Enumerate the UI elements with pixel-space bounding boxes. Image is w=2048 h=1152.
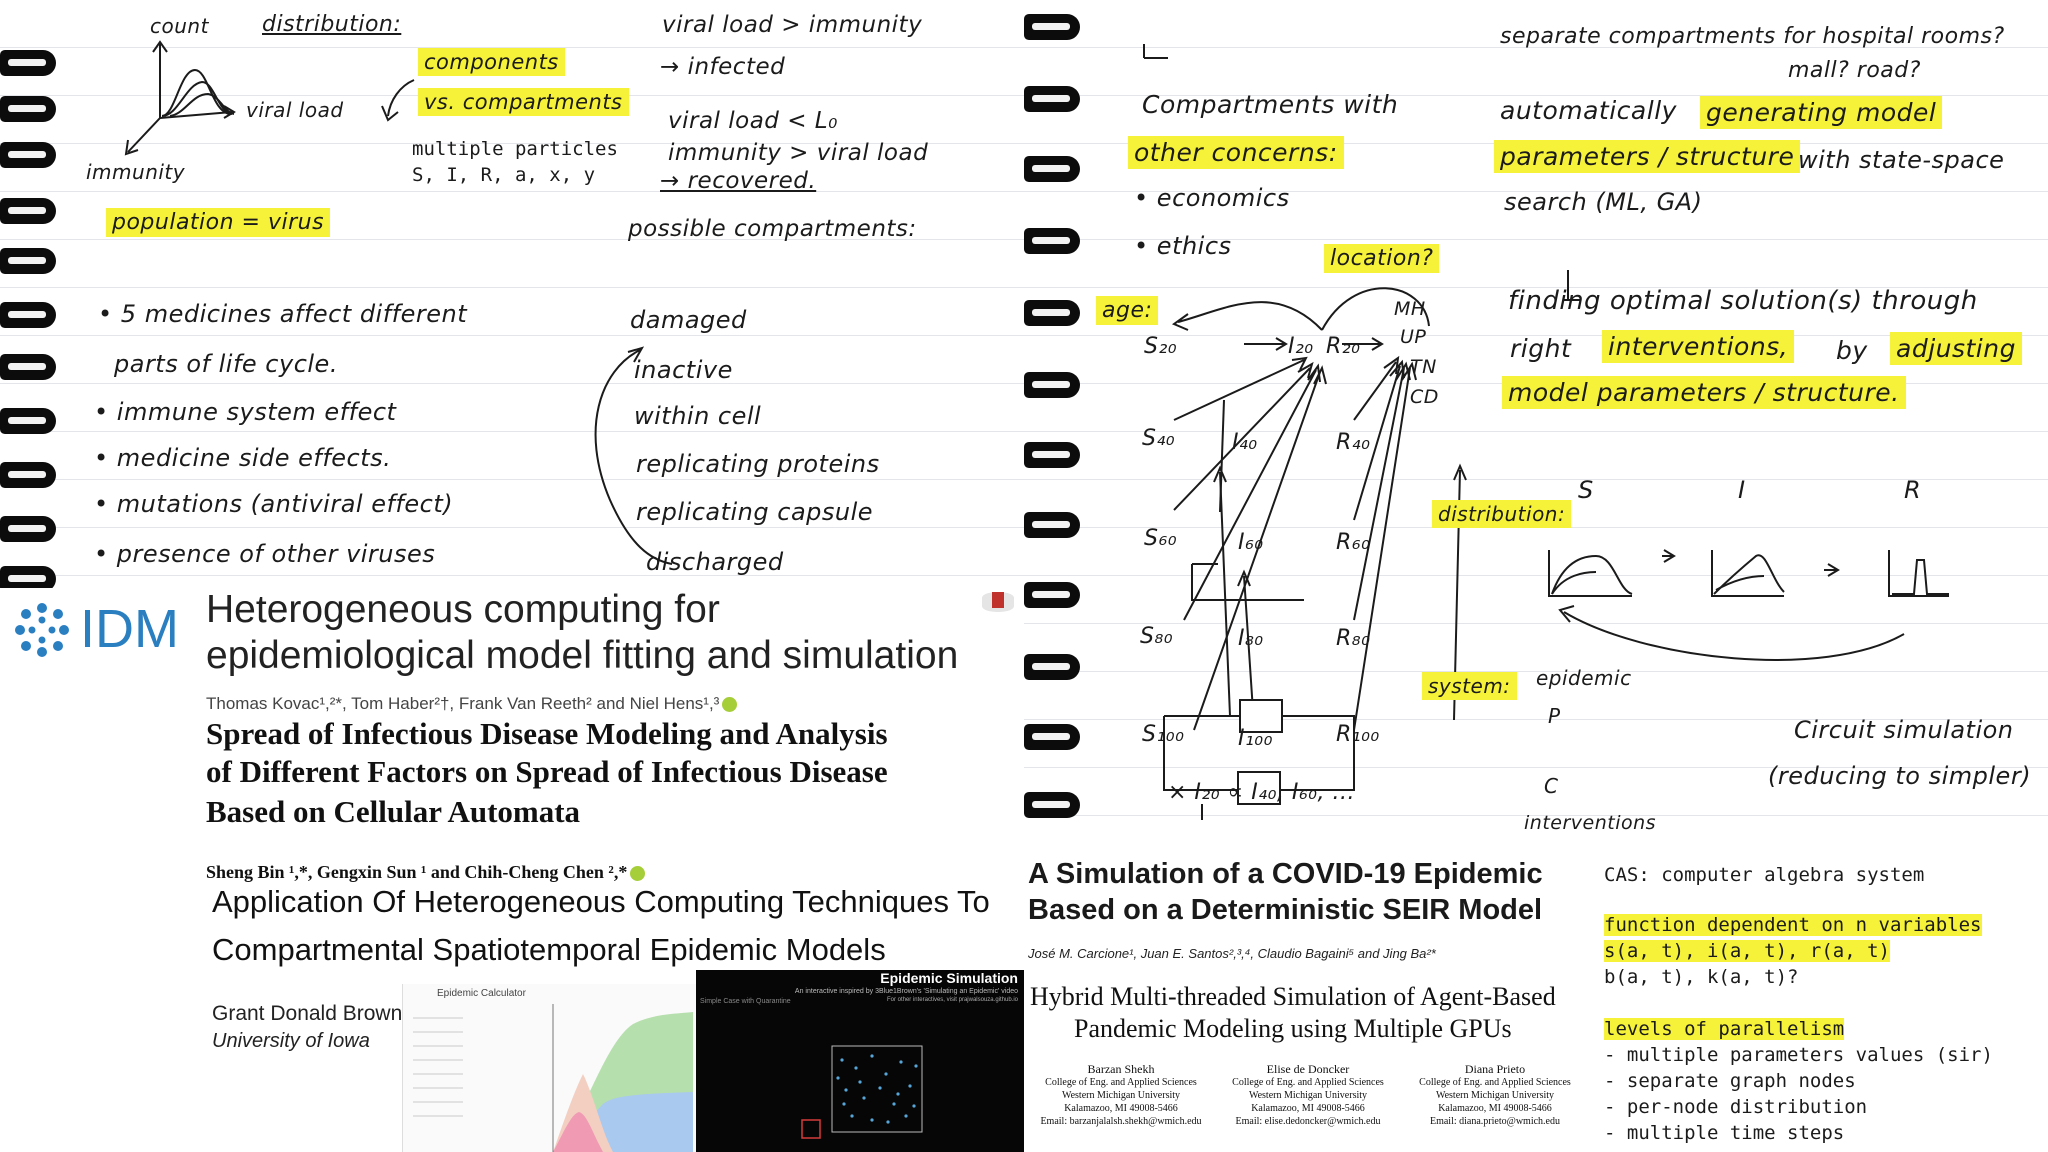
infected-text: → infected [660,54,786,80]
level-item: - multiple time steps [1604,1122,1845,1144]
level-item: - multiple parameters values (sir) [1604,1044,1993,1066]
viral-gt-immunity: viral load > immunity [662,12,923,38]
epidemic-simulation-thumbnail [696,970,1024,1152]
by-text: by [1836,336,1868,365]
level-item: - per-node distribution [1604,1096,1868,1118]
app-title-line2: Compartmental Spatiotemporal Epidemic Models [212,932,886,967]
components-label: components [418,48,565,76]
block-c: C [1544,774,1559,798]
compartment-item: replicating capsule [636,498,874,526]
compartment-item: discharged [646,548,784,576]
immunity-gt-viral: immunity > viral load [668,140,929,166]
grid-r-label: R₁₀₀ [1336,722,1380,747]
multiple-particles: multiple particles [412,138,618,160]
orcid-icon [630,866,645,881]
search-text: search (ML, GA) [1504,188,1703,216]
epidemic-calculator-thumbnail [402,984,696,1152]
notes-top-left [0,0,1024,588]
orcid-icon [722,697,737,712]
idm-logo-icon [12,600,72,660]
pdf-badge-icon [978,588,1018,616]
bullet-item: • mutations (antiviral effect) [94,490,454,518]
grid-r-label: R₆₀ [1336,530,1371,555]
circuit-simulation-text: Circuit simulation [1794,716,2014,744]
sim-title: Epidemic Simulation [880,970,1018,986]
grid-i-label: I₄₀ [1232,430,1258,455]
hybrid-author-col: Barzan Shekh College of Eng. and Applied Sciences Western Michigan University Kalamazoo, MI 49008-5466 Email: barzanjalalsh.shekh@wmich.edu [1040,1062,1202,1127]
axis-immunity-label: immunity [86,160,186,184]
hybrid-title: Hybrid Multi-threaded Simulation of Agent-Based [1030,982,1556,1011]
hybrid-author-col: Elise de Doncker College of Eng. and Applied Sciences Western Michigan University Kalamazoo, MI 49008-5466 Email: elise.dedoncker@wmich.edu [1232,1062,1384,1127]
generating-model-label: generating model [1700,96,1942,129]
app-author: Grant Donald Brown [212,1002,403,1025]
interventions-label: interventions, [1602,330,1794,363]
bullet-item: • 5 medicines affect different [98,300,468,328]
covid-title: A Simulation of a COVID-19 Epidemic [1028,858,1543,890]
notes-bottom-right [1590,852,2048,1152]
particles-list: S, I, R, a, x, y [412,164,596,186]
funcs-line: s(a, t), i(a, t), r(a, t) [1604,940,1890,962]
reducing-text: (reducing to simpler) [1768,762,2032,790]
sim-caption: Simple Case with Quarantine [700,998,791,1005]
location-label: location? [1324,244,1439,273]
grid-s-label: S₂₀ [1144,334,1178,359]
ethics-bullet: • ethics [1134,232,1232,260]
spread-title-line3: Based on Cellular Automata [206,794,581,829]
possible-compartments-heading: possible compartments: [628,216,917,242]
other-concerns-label: other concerns: [1128,136,1344,169]
parameters-structure-label: parameters / structure [1494,140,1800,173]
hetero-title: Heterogeneous computing for [206,588,720,631]
spread-title: Spread of Infectious Disease Modeling and Analysis [206,716,888,751]
with-state-space-text: with state-space [1798,146,2005,174]
sim-subtitle2: For other interactives, visit prajwalsouza.github.io [886,997,1018,1003]
axis-count-label: count [150,14,209,38]
hetero-title-line2: epidemiological model fitting and simulation [206,634,959,677]
interventions-text: interventions [1524,812,1657,834]
paper-collage-left [0,588,1024,1152]
bullet-item: • presence of other viruses [94,540,436,568]
compartment-item: inactive [634,356,733,384]
grid-i-label: I₂₀ [1288,334,1314,359]
hybrid-title-line2: Pandemic Modeling using Multiple GPUs [1074,1014,1512,1043]
funcs2-line: b(a, t), k(a, t)? [1604,966,1799,988]
covid-title-line2: Based on a Deterministic SEIR Model [1028,894,1543,926]
location-item: MH [1394,298,1426,320]
sir-label: S [1578,476,1594,504]
grid-s-label: S₈₀ [1140,624,1174,649]
automatically-text: automatically [1500,96,1677,125]
sir-label: I [1738,476,1746,504]
spread-authors: Sheng Bin ¹,*, Gengxin Sun ¹ and Chih-Cheng Chen ²,* [206,862,648,883]
bullet-item: parts of life cycle. [114,350,338,378]
sim-subtitle: An interactive inspired by 3Blue1Brown's 'Simulating an Epidemic' video [794,988,1018,995]
epidemic-text: epidemic [1536,666,1632,690]
grid-s-label: S₁₀₀ [1142,722,1185,747]
grid-i-label: I₈₀ [1238,626,1264,651]
app-affiliation: University of Iowa [212,1030,370,1052]
location-item: UP [1400,326,1427,348]
grid-i-label: I₁₀₀ [1238,726,1273,751]
cas-line: CAS: computer algebra system [1604,864,1925,886]
model-parameters-label: model parameters / structure. [1502,376,1906,409]
grid-i-label: I₆₀ [1238,530,1264,555]
compartments-with-text: Compartments with [1142,90,1399,119]
recovered-text: → recovered. [660,168,817,194]
system-label: system: [1422,672,1517,700]
age-label: age: [1096,296,1158,325]
separate-compartments-text: separate compartments for hospital rooms? [1500,24,2005,49]
bullet-item: • immune system effect [94,398,397,426]
covid-authors: José M. Carcione¹, Juan E. Santos²,³,⁴, Claudio Bagaini⁵ and Jing Ba²* [1028,946,1436,961]
calc-title: Epidemic Calculator [437,988,526,999]
hetero-authors: Thomas Kovac¹,²*, Tom Haber²†, Frank Van Reeth² and Niel Hens¹,³ [206,694,740,714]
block-p: P [1548,704,1561,728]
grid-r-label: R₈₀ [1336,626,1371,651]
compartment-item: within cell [634,402,762,430]
bullet-item: • medicine side effects. [94,444,392,472]
right-text: right [1510,334,1572,363]
function-dependent-line: function dependent on n variables [1604,914,1982,936]
compartment-item: replicating proteins [636,450,880,478]
app-title: Application Of Heterogeneous Computing Techniques To [212,884,990,919]
grid-r-label: R₄₀ [1336,430,1371,455]
calc-chart [403,984,697,1152]
distribution-heading: distribution: [262,12,402,37]
location-item: CD [1410,386,1439,408]
axis-viral-load-label: viral load [246,98,344,122]
compartments-label: vs. compartments [418,88,629,116]
population-virus: population = virus [106,208,330,237]
notes-top-right [1024,0,2048,852]
hybrid-author-col: Diana Prieto College of Eng. and Applied Sciences Western Michigan University Kalamazoo, MI 49008-5466 Email: diana.prieto@wmich.edu [1419,1062,1571,1127]
sir-label: R [1904,476,1922,504]
spread-title-line2: of Different Factors on Spread of Infectious Disease [206,754,888,789]
mall-road-text: mall? road? [1788,58,1921,83]
adjusting-label: adjusting [1890,332,2022,365]
finding-text: finding optimal solution(s) through [1508,286,1978,316]
grid-s-label: S₄₀ [1142,426,1176,451]
level-item: - separate graph nodes [1604,1070,1856,1092]
economics-bullet: • economics [1134,184,1290,212]
viral-lt-l0: viral load < L₀ [668,108,838,134]
proportional-text: × I₂₀ ∝ I₄₀, I₆₀, ... [1168,780,1355,805]
grid-r-label: R₂₀ [1326,334,1361,359]
sim-canvas [696,970,1024,1152]
grid-s-label: S₆₀ [1144,526,1178,551]
compartment-item: damaged [630,306,747,334]
idm-logo-text: IDM [80,599,179,659]
location-item: TN [1410,356,1437,378]
levels-line: levels of parallelism [1604,1018,1845,1040]
distribution-label: distribution: [1432,500,1571,528]
